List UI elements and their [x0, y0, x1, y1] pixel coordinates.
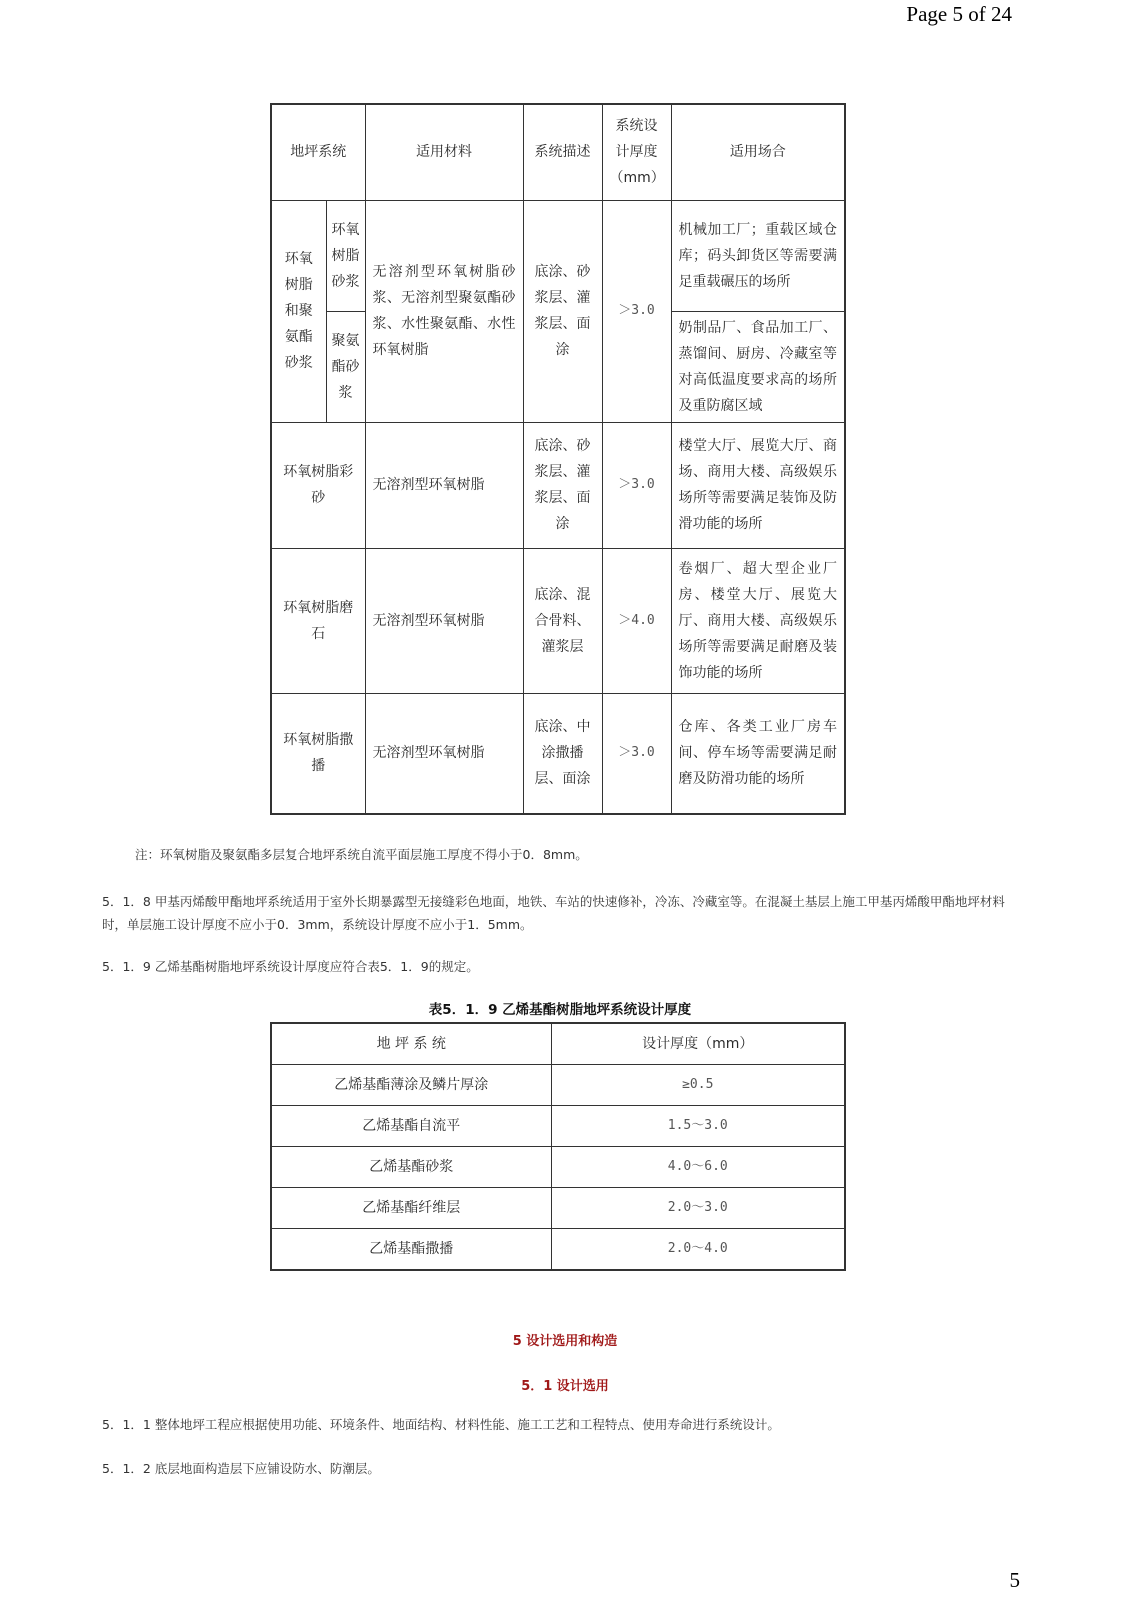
table-row	[271, 1065, 845, 1106]
clause-5-1-8: 5．1．8 甲基丙烯酸甲酯地坪系统适用于室外长期暴露型无接缝彩色地面，地铁、车站的快速修补，冷冻、冷藏室等。在混凝土基层上施工甲基丙烯酸甲酯地坪材料时，单层施工设计厚度不应小于0．3mm，系统设计厚度不应小于1．5mm。	[102, 894, 1005, 932]
use-cell: 仓库、各类工业厂房车间、停车场等需要满足耐磨及防滑功能的场所	[671, 693, 845, 814]
use-cell: 卷烟厂、超大型企业厂房、楼堂大厅、展览大厅、商用大楼、高级娱乐场所等需要满足耐磨及装饰功能的场所	[671, 548, 845, 693]
description-cell: 底涂、混合骨料、灌浆层	[523, 548, 602, 693]
table-note: 注：环氧树脂及聚氨酯多层复合地坪系统自流平面层施工厚度不得小于0．8mm。	[135, 847, 588, 862]
table-row	[271, 1188, 845, 1229]
description-cell: 底涂、砂浆层、灌浆层、面涂	[523, 200, 602, 422]
clause-5-1-2: 5．1．2 底层地面构造层下应铺设防水、防潮层。	[102, 1461, 380, 1476]
table-row	[271, 548, 845, 693]
page-header: Page 5 of 24	[906, 2, 1012, 26]
header-cell: 系统设计厚度（mm）	[602, 104, 671, 200]
table-row	[271, 693, 845, 814]
use-cell: 奶制品厂、食品加工厂、蒸馏间、厨房、冷藏室等对高低温度要求高的场所及重防腐区域	[671, 311, 845, 422]
material-cell: 无溶剂型环氧树脂	[365, 422, 523, 548]
system-cell: 环氧树脂和聚氨酯砂浆	[271, 200, 326, 422]
thickness-cell: 4.0～6.0	[551, 1147, 845, 1188]
section-heading: 5 设计选用和构造	[512, 1334, 618, 1349]
table-header-row	[271, 1023, 845, 1065]
system-cell: 乙烯基酯自流平	[271, 1106, 551, 1147]
table-header-row	[271, 104, 845, 200]
clause-5-1-1: 5．1．1 整体地坪工程应根据使用功能、环境条件、地面结构、材料性能、施工工艺和工程特点、使用寿命进行系统设计。	[102, 1417, 780, 1432]
thickness-cell: 1.5～3.0	[551, 1106, 845, 1147]
header-cell: 地坪系统	[271, 104, 365, 200]
thickness-cell: ＞3.0	[602, 422, 671, 548]
table-row	[271, 1147, 845, 1188]
material-cell: 无溶剂型环氧树脂	[365, 548, 523, 693]
table-row	[271, 422, 845, 548]
sub-system-cell: 环氧树脂砂浆	[326, 200, 365, 311]
header-cell: 适用场合	[671, 104, 845, 200]
description-cell: 底涂、砂浆层、灌浆层、面涂	[523, 422, 602, 548]
header-cell: 系统描述	[523, 104, 602, 200]
thickness-cell: ≥0.5	[551, 1065, 845, 1106]
subsection-heading: 5．1 设计选用	[521, 1379, 609, 1394]
system-cell: 乙烯基酯薄涂及鳞片厚涂	[271, 1065, 551, 1106]
material-cell: 无溶剂型环氧树脂砂浆、无溶剂型聚氨酯砂浆、水性聚氨酯、水性环氧树脂	[365, 200, 523, 422]
clause-5-1-9: 5．1．9 乙烯基酯树脂地坪系统设计厚度应符合表5．1．9的规定。	[102, 959, 479, 974]
system-cell: 环氧树脂彩砂	[271, 422, 365, 548]
table-caption: 表5．1．9 乙烯基酯树脂地坪系统设计厚度	[428, 1002, 692, 1018]
page-number: 5	[1009, 1568, 1020, 1592]
thickness-cell: 2.0～3.0	[551, 1188, 845, 1229]
thickness-cell: ＞3.0	[602, 693, 671, 814]
vinyl-ester-thickness-table	[270, 1022, 846, 1271]
table-row	[271, 200, 845, 311]
header-cell: 适用材料	[365, 104, 523, 200]
description-cell: 底涂、中涂撒播层、面涂	[523, 693, 602, 814]
table-row	[271, 1106, 845, 1147]
use-cell: 机械加工厂；重载区域仓库；码头卸货区等需要满足重载碾压的场所	[671, 200, 845, 311]
system-cell: 环氧树脂撒播	[271, 693, 365, 814]
thickness-cell: ＞3.0	[602, 200, 671, 422]
thickness-cell: 2.0～4.0	[551, 1229, 845, 1271]
system-cell: 乙烯基酯撒播	[271, 1229, 551, 1271]
material-cell: 无溶剂型环氧树脂	[365, 693, 523, 814]
system-cell: 环氧树脂磨石	[271, 548, 365, 693]
header-cell: 设计厚度（mm）	[551, 1023, 845, 1065]
floor-system-table	[270, 103, 846, 815]
system-cell: 乙烯基酯砂浆	[271, 1147, 551, 1188]
system-cell: 乙烯基酯纤维层	[271, 1188, 551, 1229]
header-cell: 地 坪 系 统	[271, 1023, 551, 1065]
sub-system-cell: 聚氨酯砂浆	[326, 311, 365, 422]
use-cell: 楼堂大厅、展览大厅、商场、商用大楼、高级娱乐场所等需要满足装饰及防滑功能的场所	[671, 422, 845, 548]
thickness-cell: ＞4.0	[602, 548, 671, 693]
table-row	[271, 1229, 845, 1271]
